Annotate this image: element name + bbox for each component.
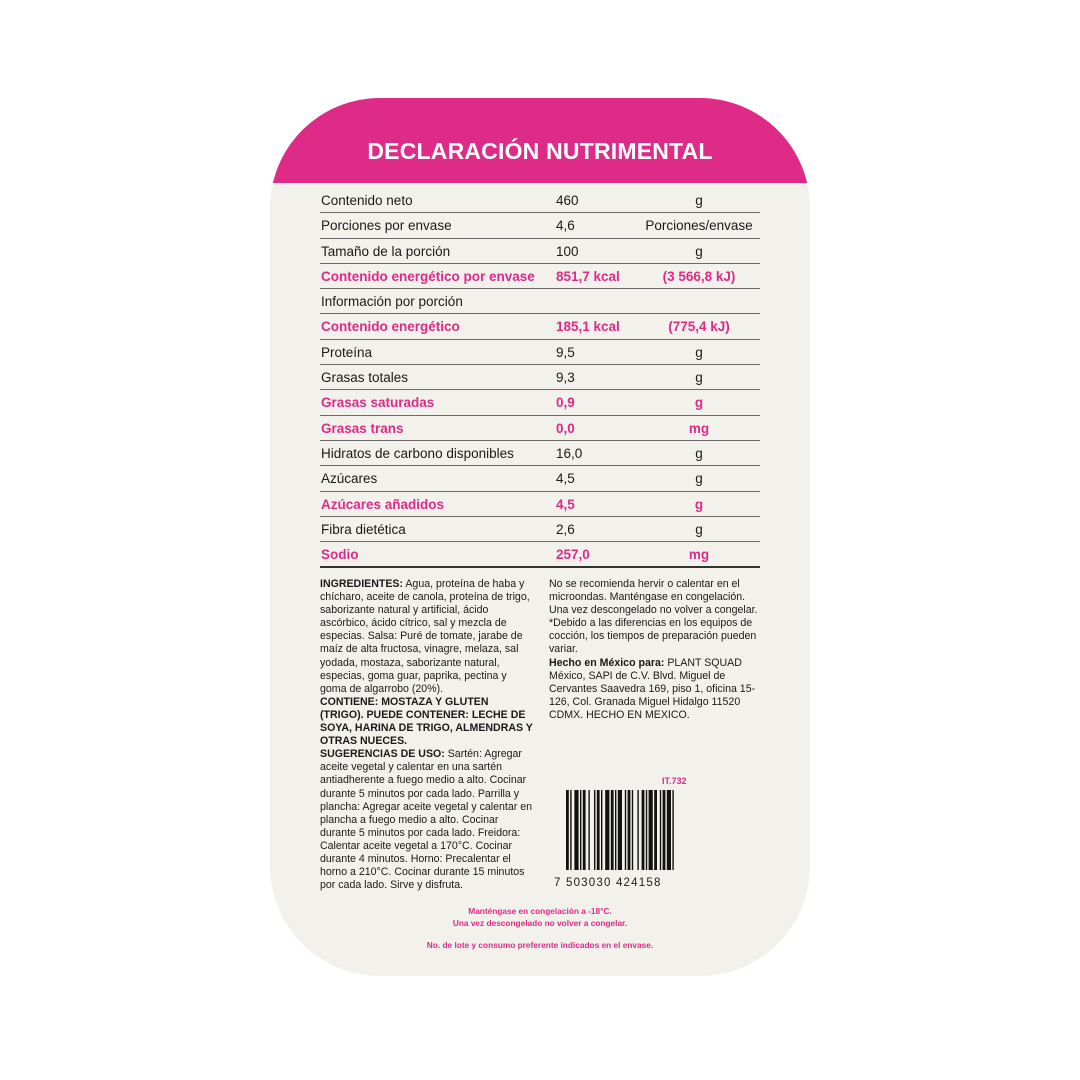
nutrient-unit: mg [688, 547, 710, 563]
label-header [270, 98, 810, 183]
maker-paragraph [549, 657, 763, 722]
nutrition-row [320, 289, 760, 314]
nutrition-row [320, 390, 760, 415]
nutrient-name: Contenido neto [321, 193, 413, 208]
nutrient-unit: g [695, 243, 703, 259]
usage-text: Sartén: Agregar aceite vegetal y calentar en una sartén antiadherente a fuego medio a alto. Cocinar durante 5 minutos por cada lado. Parrilla y plancha: Agregar aceite vegetal y calentar en plancha a fuego medio a alto. Cocinar durante 5 minutos por cada lado. Freidora: Calentar aceite vegetal a 170°C. Cocinar durante 4 minutos. Horno: Precalentar el horno a 210°C. Cocinar durante 15 minutos por cada lado. Sirve y disfruta. [320, 748, 533, 892]
usage-paragraph [320, 748, 534, 892]
nutrient-name: Contenido energético por envase [321, 268, 535, 284]
nutrition-row [320, 264, 760, 289]
barcode-bar [574, 790, 578, 870]
nutrition-row [320, 314, 760, 339]
nutrient-value: 460 [556, 193, 579, 208]
right-text-column [549, 578, 763, 722]
footer-line-3: No. de lote y consumo preferente indicados en el envase. [426, 940, 654, 950]
storage-paragraph: No se recomienda hervir o calentar en el microondas. Manténgase en congelación. Una vez descongelado no volver a congelar. *Debido a las diferencias en los equipos de cocción, los tiempos de preparación pueden variar. [549, 578, 758, 656]
nutrient-unit: g [695, 445, 703, 461]
barcode-bar [615, 790, 616, 870]
barcode-bar [580, 790, 581, 870]
barcode-bar [594, 790, 595, 870]
nutrition-row [320, 239, 760, 264]
nutrition-row [320, 441, 760, 466]
barcode-bar [611, 790, 614, 870]
nutrient-value: 4,5 [556, 496, 575, 512]
nutrient-name: Grasas totales [321, 370, 409, 386]
nutrient-value: 16,0 [556, 445, 583, 461]
ingredients-text: Agua, proteína de haba y chícharo, aceite de canola, proteína de trigo, saborizante natural y artificial, ácido ascórbico, ácido cítrico, sal y mezcla de especias. Salsa: Puré de tomate, jarabe de maíz de alta fructosa, vinagre, melaza, sal yodada, mostaza, saborizante natural, especias, goma guar, paprika, pectina y goma de algarrobo (20%). [320, 578, 530, 695]
nutrient-unit: g [695, 193, 703, 208]
barcode-bar [605, 790, 609, 870]
barcode-bar [583, 790, 586, 870]
nutrient-value: 851,7 kcal [556, 268, 620, 284]
nutrient-value: 185,1 kcal [556, 319, 620, 335]
barcode-bar [672, 790, 673, 870]
allergens-paragraph: CONTIENE: MOSTAZA Y GLUTEN (TRIGO). PUEDE CONTENER: LECHE DE SOYA, HARINA DE TRIGO, ALMENDRAS Y OTRAS NUECES. [320, 695, 533, 748]
barcode-bar [570, 790, 571, 870]
nutrition-row [320, 492, 760, 517]
barcode-bar [618, 790, 622, 870]
nutrition-row [320, 188, 760, 213]
nutrition-row [320, 542, 760, 568]
barcode-bar [660, 790, 661, 870]
nutrition-row [320, 213, 760, 238]
barcode-bar [632, 790, 633, 870]
nutrient-name: Sodio [321, 547, 359, 563]
nutrient-unit: g [694, 395, 704, 411]
barcode-bar [637, 790, 638, 870]
barcode-bar [597, 790, 600, 870]
left-text-column [320, 578, 534, 892]
ingredients-paragraph [320, 578, 534, 696]
nutrient-unit: Porciones/envase [645, 218, 753, 234]
nutrient-name: Azúcares [321, 471, 378, 487]
nutrient-value: 257,0 [556, 547, 590, 563]
nutrient-value: 9,5 [556, 344, 575, 360]
barcode-bar [667, 790, 671, 870]
nutrient-name: Grasas trans [321, 420, 404, 436]
nutrient-unit: g [695, 471, 703, 487]
barcode-bar [642, 790, 645, 870]
nutrient-unit: g [695, 370, 703, 386]
nutrient-value: 2,6 [556, 521, 575, 537]
footer-line-1: Manténgase en congelación a -18°C. [468, 906, 612, 916]
barcode-bar [625, 790, 626, 870]
nutrition-row [320, 365, 760, 390]
footer-line-2: Una vez descongelado no volver a congelar. [452, 918, 628, 928]
nutrient-name: Contenido energético [321, 319, 460, 335]
nutrient-value: 0,9 [556, 395, 575, 411]
nutrient-unit: (775,4 kJ) [668, 319, 730, 335]
usage-label: SUGERENCIAS DE USO: [320, 748, 445, 761]
barcode-number: 7 503030 424158 [554, 877, 662, 889]
nutrient-name: Información por porción [321, 294, 463, 310]
barcode-bar [566, 790, 569, 870]
nutrient-value: 4,6 [556, 218, 575, 234]
ingredients-label: INGREDIENTES: [320, 578, 403, 590]
barcode-bar [654, 790, 657, 870]
barcode-bar [601, 790, 602, 870]
nutrition-row [320, 517, 760, 542]
barcode-bar [588, 790, 589, 870]
nutrient-name: Fibra dietética [321, 521, 406, 537]
nutrient-name: Proteína [321, 344, 373, 360]
nutrient-value: 0,0 [556, 420, 575, 436]
nutrient-name: Porciones por envase [321, 218, 452, 234]
barcode-bar [628, 790, 631, 870]
barcode-icon [566, 790, 714, 870]
barcode-bar [649, 790, 653, 870]
maker-text: PLANT SQUAD México, SAPI de C.V. Blvd. Miguel de Cervantes Saavedra 169, piso 1, oficina 15- 126, Col. Granada Miguel Hidalgo 11520 CDMX. HECHO EN MEXICO. [549, 656, 756, 721]
maker-label: Hecho en México para: [549, 656, 665, 669]
nutrient-unit: g [695, 344, 703, 360]
barcode-bar [646, 790, 647, 870]
nutrient-name: Azúcares añadidos [321, 496, 445, 512]
barcode-bar [663, 790, 666, 870]
nutrition-row [320, 340, 760, 365]
nutrition-row [320, 466, 760, 491]
nutrient-value: 100 [556, 243, 579, 259]
nutrition-table [320, 188, 760, 568]
nutrient-name: Hidratos de carbono disponibles [321, 445, 514, 461]
nutrient-name: Tamaño de la porción [321, 243, 451, 259]
nutrient-unit: (3 566,8 kJ) [662, 268, 736, 284]
nutrient-unit: g [695, 521, 703, 537]
nutrient-name: Grasas saturadas [321, 395, 435, 411]
item-code: IT.732 [662, 776, 687, 786]
label-title: DECLARACIÓN NUTRIMENTAL [367, 138, 713, 164]
nutrition-label-panel [270, 98, 810, 976]
nutrition-row [320, 416, 760, 441]
nutrient-unit: g [694, 496, 704, 512]
nutrient-value: 9,3 [556, 370, 575, 386]
nutrient-value: 4,5 [556, 471, 575, 487]
nutrient-unit: mg [688, 420, 710, 436]
